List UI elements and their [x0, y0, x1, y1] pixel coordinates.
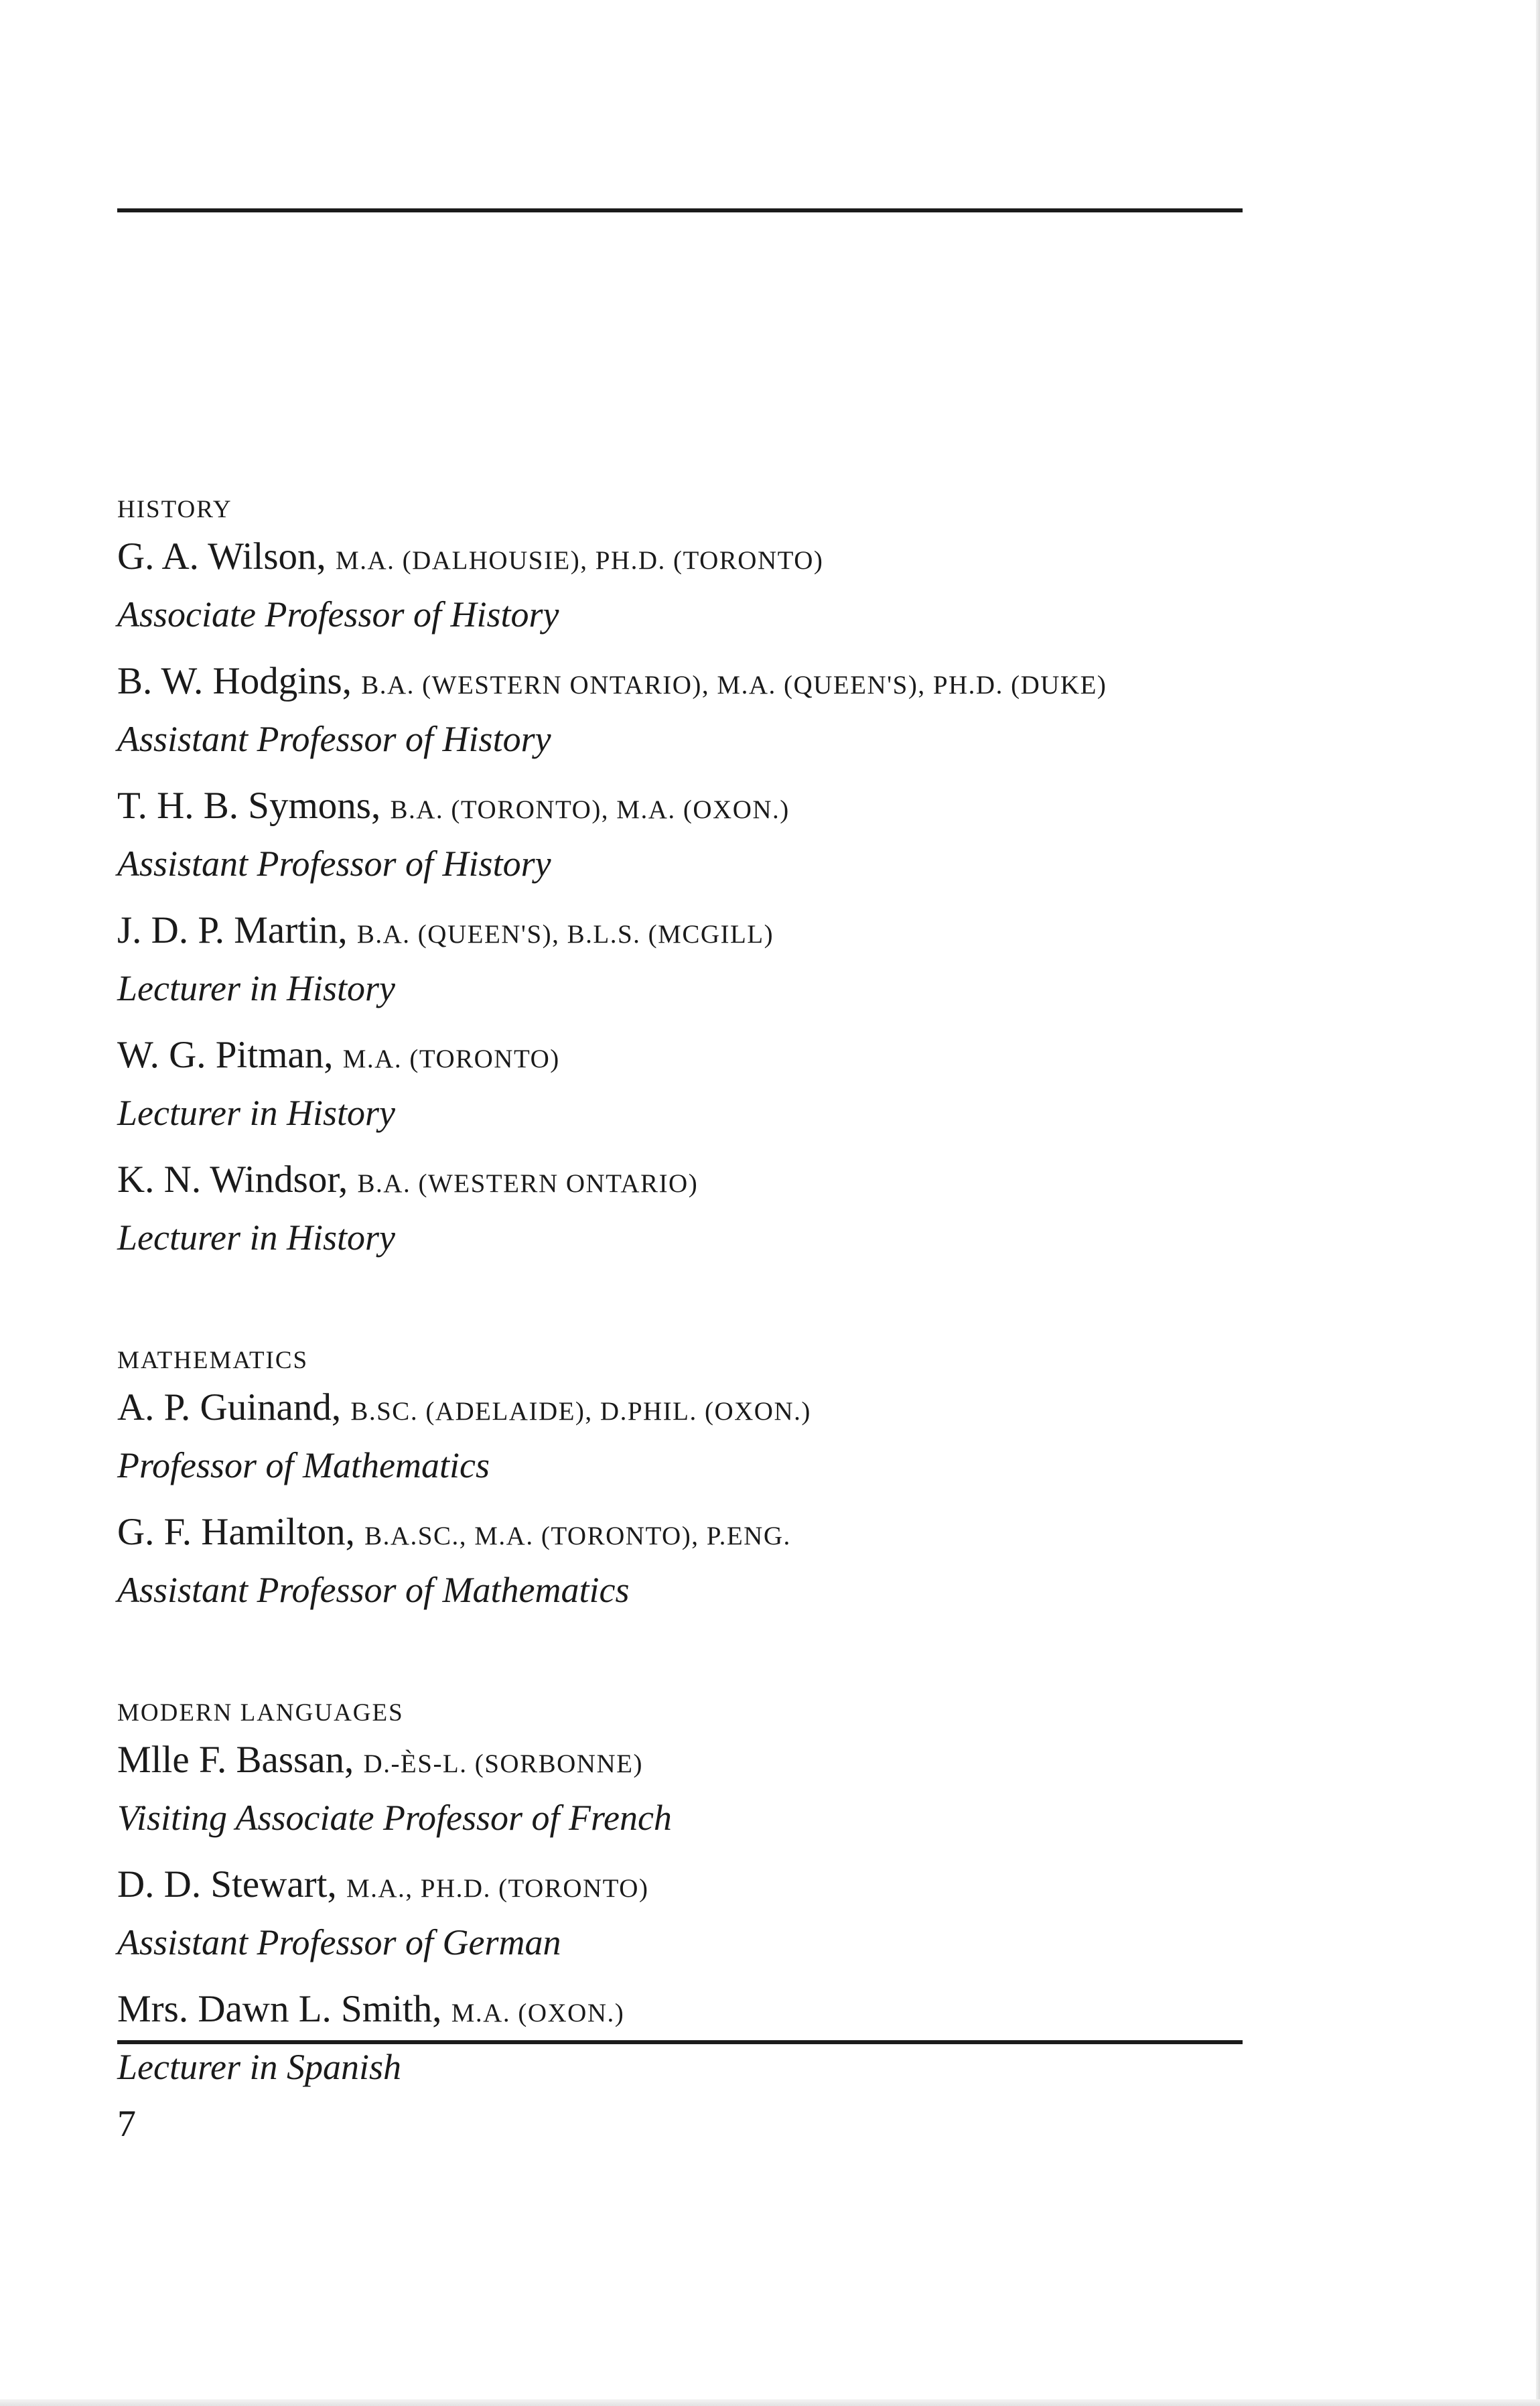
section-heading: MODERN LANGUAGES [117, 1699, 404, 1727]
faculty-title: Visiting Associate Professor of French [117, 1798, 672, 1838]
section-history [117, 492, 1256, 1264]
section-mathematics [117, 1343, 1256, 1617]
faculty-title: Assistant Professor of History [117, 844, 551, 884]
faculty-name-line [117, 1733, 1256, 1791]
faculty-degrees: B.A. (WESTERN ONTARIO), M.A. (QUEEN'S), PH.D. (DUKE) [361, 671, 1107, 699]
faculty-title: Lecturer in History [117, 1217, 395, 1258]
faculty-name: G. A. Wilson, [117, 535, 326, 578]
faculty-listing [117, 492, 1256, 2173]
faculty-name: T. H. B. Symons, [117, 785, 381, 827]
page-edge-bottom [0, 2399, 1540, 2406]
faculty-name: J. D. P. Martin, [117, 909, 348, 951]
faculty-entry [117, 655, 1256, 766]
faculty-entry [117, 1506, 1256, 1617]
faculty-title: Professor of Mathematics [117, 1445, 490, 1485]
faculty-degrees: M.A. (DALHOUSIE), PH.D. (TORONTO) [336, 546, 824, 575]
section-heading: HISTORY [117, 496, 232, 523]
faculty-name-line [117, 1858, 1256, 1916]
faculty-name: Mlle F. Bassan, [117, 1739, 354, 1781]
faculty-name-line [117, 904, 1256, 961]
faculty-degrees: B.A.SC., M.A. (TORONTO), P.ENG. [364, 1522, 791, 1550]
page-edge-right [1536, 0, 1540, 2406]
faculty-entry [117, 779, 1256, 890]
faculty-entry [117, 1983, 1256, 2094]
faculty-title: Assistant Professor of Mathematics [117, 1570, 630, 1610]
faculty-name: G. F. Hamilton, [117, 1511, 355, 1553]
section-modern-languages [117, 1696, 1256, 2094]
faculty-entry [117, 904, 1256, 1015]
faculty-degrees: M.A. (OXON.) [451, 1999, 625, 2027]
faculty-degrees: M.A. (TORONTO) [342, 1045, 560, 1073]
faculty-name-line [117, 1506, 1256, 1563]
faculty-name-line [117, 655, 1256, 712]
page-number: 7 [117, 2103, 136, 2145]
faculty-name: A. P. Guinand, [117, 1386, 342, 1428]
faculty-name-line [117, 1381, 1256, 1439]
faculty-name-line [117, 1028, 1256, 1086]
faculty-degrees: B.A. (TORONTO), M.A. (OXON.) [390, 795, 790, 824]
faculty-name: Mrs. Dawn L. Smith, [117, 1988, 442, 2030]
faculty-title: Lecturer in History [117, 968, 395, 1008]
faculty-name-line [117, 1153, 1256, 1211]
top-rule [117, 208, 1243, 212]
faculty-degrees: B.SC. (ADELAIDE), D.PHIL. (OXON.) [350, 1397, 811, 1426]
faculty-entry [117, 1381, 1256, 1492]
faculty-name: W. G. Pitman, [117, 1034, 334, 1076]
faculty-name: B. W. Hodgins, [117, 660, 352, 702]
faculty-name: D. D. Stewart, [117, 1863, 337, 1906]
faculty-name-line [117, 530, 1256, 588]
faculty-title: Lecturer in History [117, 1093, 395, 1133]
faculty-degrees: B.A. (WESTERN ONTARIO) [357, 1169, 699, 1198]
faculty-degrees: D.-ÈS-L. (SORBONNE) [363, 1749, 643, 1778]
faculty-degrees: M.A., PH.D. (TORONTO) [346, 1874, 649, 1903]
faculty-name-line [117, 779, 1256, 837]
faculty-name: K. N. Windsor, [117, 1158, 348, 1201]
faculty-title: Associate Professor of History [117, 594, 559, 634]
faculty-title: Assistant Professor of History [117, 719, 551, 759]
section-heading: MATHEMATICS [117, 1347, 309, 1374]
faculty-title: Lecturer in Spanish [117, 2047, 401, 2087]
faculty-degrees: B.A. (QUEEN'S), B.L.S. (MCGILL) [356, 920, 774, 949]
faculty-entry [117, 530, 1256, 641]
faculty-entry [117, 1028, 1256, 1140]
faculty-entry [117, 1858, 1256, 1969]
faculty-entry [117, 1733, 1256, 1845]
faculty-name-line [117, 1983, 1256, 2040]
faculty-title: Assistant Professor of German [117, 1922, 561, 1962]
faculty-entry [117, 1153, 1256, 1264]
bottom-rule [117, 2040, 1243, 2044]
